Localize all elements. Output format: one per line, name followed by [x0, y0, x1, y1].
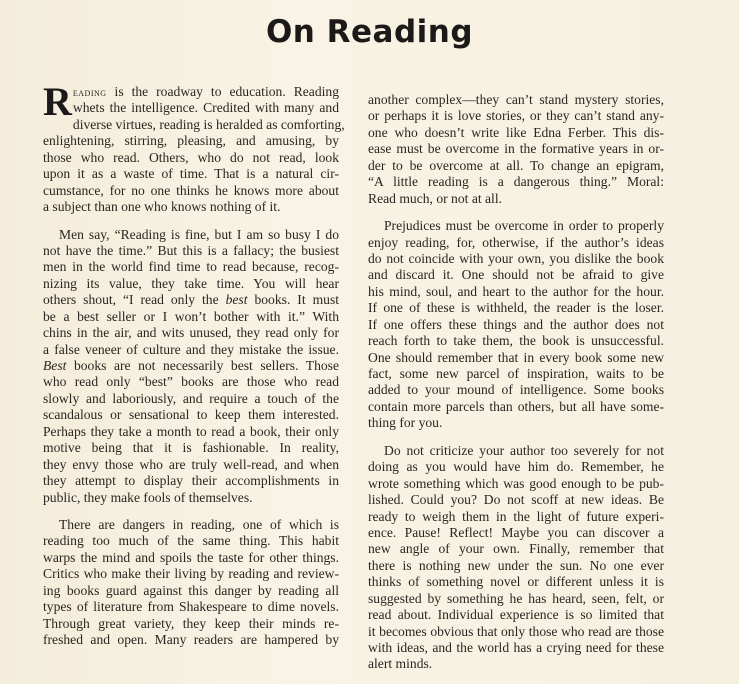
- drop-cap: R: [43, 79, 72, 124]
- left-column: [43, 79, 345, 659]
- text-line: one who doesn’t write like Edna Ferber. This dis-: [368, 124, 664, 140]
- text-line: read about. Individual experience is so limited that: [368, 607, 664, 623]
- text-line: Prejudices must be overcome in order to properly: [384, 218, 664, 234]
- text-line: Critics who make their living by reading and review-: [43, 566, 339, 582]
- text-line: Through great variety, they keep their minds re-: [43, 615, 339, 631]
- text-line: freshed and open. Many readers are hampered by: [43, 632, 339, 647]
- text-line: contain more parcels than others, but all have some-: [368, 398, 664, 414]
- text-line: who read only “best” books are those who read: [43, 374, 339, 390]
- text-line: new angle of your own. Finally, remember that: [368, 541, 664, 557]
- small-caps-text: eading: [72, 85, 107, 99]
- text-line: a subject than one who knows nothing of it.: [43, 199, 281, 215]
- text-line: There are dangers in reading, one of which is: [59, 516, 339, 532]
- text-line: cumstance, for no one thinks he knows more about: [43, 182, 339, 198]
- text-line: scandalous or sensational to keep them interested.: [43, 407, 339, 423]
- article-title: On Reading: [265, 14, 474, 50]
- paragraph-1: [43, 79, 345, 216]
- right-column: [368, 92, 664, 684]
- text-line: Perhaps they take a month to read a book, their only: [43, 423, 339, 439]
- text-line: der to be overcome at all. To change an epigram,: [368, 157, 664, 173]
- text-line: those who read. Others, who do not read, look: [43, 149, 339, 165]
- text-line: types of literature from Shakespeare to dime novels.: [43, 599, 339, 615]
- text-line: thing for you.: [368, 415, 443, 431]
- italic-emphasis: Best: [43, 358, 67, 373]
- text-line: wrote something which was good enough to be pub-: [368, 475, 664, 491]
- text-line: Read much, or not at all.: [368, 190, 503, 206]
- text-line: If one of these is withheld, the reader is the loser.: [368, 300, 664, 316]
- text-line: or perhaps it is love stories, or they can’t stand any-: [368, 108, 664, 124]
- paragraph-3: [43, 517, 339, 649]
- text-line: public, they make fools of themselves.: [43, 489, 253, 505]
- paragraph-4: [368, 92, 664, 207]
- text-line: diverse virtues, reading is heralded as comforting,: [72, 116, 345, 132]
- text-line: thinks of something novel or different unless it is: [368, 574, 664, 590]
- text-line: with ideas, and the world has a crying need for these: [368, 640, 664, 655]
- text-line: a false veneer of culture and they mistake the issue.: [43, 341, 339, 357]
- text-line: men in the world find time to read because, recog-: [43, 259, 339, 275]
- text-line: not have the time.” But this is a fallacy; the busiest: [43, 242, 339, 258]
- text-line: they attempt to display their accomplishments in: [43, 473, 339, 489]
- text-line: reach forth to take them, the book is unsuccessful.: [368, 333, 664, 349]
- text-line: eading is the roadway to education. Reading: [72, 84, 339, 99]
- text-line: motive being that it is fashionable. In reality,: [43, 440, 339, 456]
- text-line: his mind, soul, and heart to the author for the hour.: [368, 283, 664, 299]
- text-line: and discard it. One should not be afraid to give: [368, 267, 664, 283]
- text-line: ence. Pause! Reflect! Maybe you can discover a: [368, 524, 664, 540]
- text-line: others shout, “I read only the best books. It must: [43, 292, 340, 308]
- text-line: upon it as a waste of time. That is a natural cir-: [43, 166, 339, 182]
- text-line: enlightening, stirring, pleasing, and amusing, by: [43, 133, 339, 149]
- text-line: warps the mind and spoils the taste for other things.: [43, 549, 339, 565]
- paragraph-5: [368, 218, 664, 432]
- text-line: suggested by something he has heard, seen, felt, or: [368, 590, 664, 606]
- text-line: alert minds.: [368, 656, 433, 672]
- text-line: another complex—they can’t stand mystery stories,: [368, 92, 664, 107]
- paragraph-6: [368, 443, 664, 673]
- text-line: doing as you would have him do. Remember, he: [368, 459, 664, 475]
- text-line: added to your mound of intelligence. Some books: [368, 382, 664, 398]
- text-line: reading too much of the same thing. This habit: [43, 533, 339, 549]
- text-line: Do not criticize your author too severely for not: [384, 442, 664, 458]
- text-line: be a best seller or I won’t bother with it.” With: [43, 308, 339, 324]
- text-line: nizing its value, they take time. You will hear: [43, 275, 339, 291]
- text-line: they envy those who are truly well-read, and when: [43, 456, 339, 472]
- text-line: ease must be overcome in the formative years in or-: [368, 141, 664, 157]
- text-line: Best books are not necessarily best sellers. Those: [43, 358, 339, 373]
- text-line: whets the intelligence. Credited with many and: [72, 100, 339, 116]
- text-line: One should remember that in every book some new: [368, 349, 664, 365]
- text-line: ing books guard against this danger by reading all: [43, 582, 339, 598]
- paragraph-2: [43, 227, 339, 506]
- text-line: lished. Could you? Do not scoff at new ideas. Be: [368, 492, 664, 508]
- text-line: chins in the air, and wits unused, they read only for: [43, 325, 339, 341]
- text-line: it becomes obvious that only those who read are those: [368, 623, 664, 639]
- italic-emphasis: best: [225, 292, 248, 308]
- text-line: there is nothing new under the sun. No one ever: [368, 557, 664, 573]
- text-line: fact, some new parcel of inspiration, waits to be: [368, 366, 664, 381]
- text-line: do not coincide with your own, you dislike the book: [368, 250, 664, 266]
- text-line: “A little reading is a dangerous thing.” Moral:: [368, 174, 664, 190]
- text-line: enjoy reading, for, otherwise, if the author’s ideas: [368, 234, 664, 250]
- text-line: Men say, “Reading is fine, but I am so busy I do: [59, 226, 339, 242]
- text-line: ready to weigh them in the light of future experi-: [368, 508, 664, 524]
- text-line: If one offers these things and the author does not: [368, 316, 664, 332]
- text-line: slowly and laboriously, and require a touch of the: [43, 390, 339, 406]
